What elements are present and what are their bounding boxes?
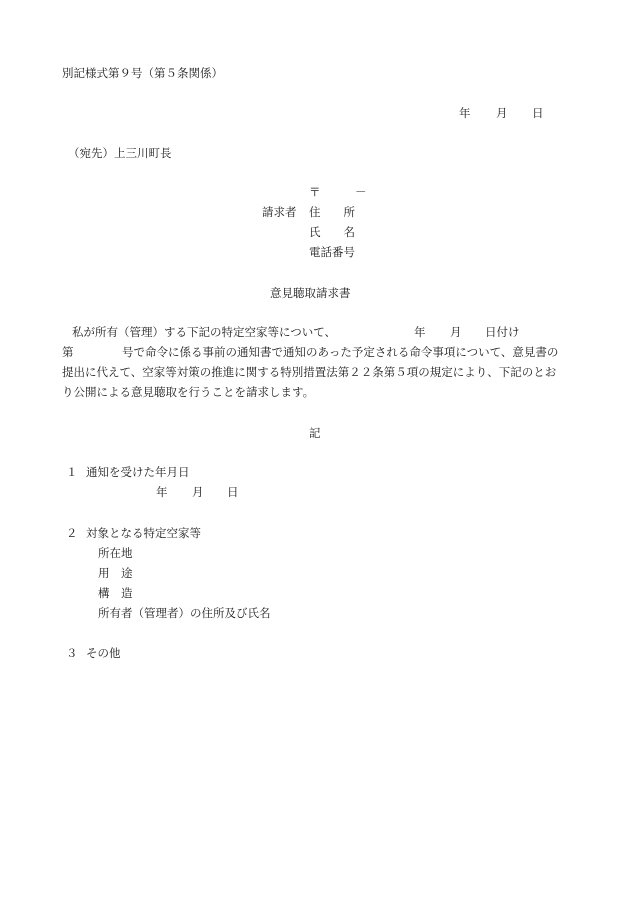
body-paragraph	[62, 325, 559, 407]
phone-label: 電話番号	[309, 245, 355, 259]
address-label: 住 所	[309, 205, 355, 219]
item-1-month: 月	[192, 485, 204, 499]
date-month: 月	[496, 106, 508, 120]
postal-code: 〒 －	[309, 185, 367, 199]
name-label: 氏 名	[309, 225, 355, 239]
body-line-1-month: 月	[450, 325, 462, 339]
body-line-2: 号で命令に係る事前の通知書で通知のあった予定される命令事項について、意見書の	[122, 345, 559, 359]
item-1-number: １	[66, 465, 78, 479]
item-1-day: 日	[227, 485, 239, 499]
date-day: 日	[532, 106, 544, 120]
item-2-use: 用 途	[98, 566, 133, 580]
body-line-3: 提出に代えて、空家等対策の推進に関する特別措置法第２２条第５項の規定により、下記のとお	[62, 365, 557, 379]
body-line-1: 私が所有（管理）する下記の特定空家等について、	[72, 325, 337, 339]
requester-label: 請求者	[262, 205, 297, 219]
item-1-year: 年	[156, 485, 168, 499]
body-line-1-year: 年	[414, 325, 426, 339]
item-3-label: その他	[86, 646, 121, 660]
item-2-location: 所在地	[98, 546, 133, 560]
body-line-4: り公開による意見聴取を行うことを請求します。	[62, 385, 315, 399]
item-2-label: 対象となる特定空家等	[86, 526, 201, 540]
ki-heading: 記	[309, 426, 321, 440]
date-year: 年	[459, 106, 471, 120]
item-2-owner: 所有者（管理者）の住所及び氏名	[98, 606, 271, 620]
item-2-number: ２	[66, 526, 78, 540]
body-line-1-day: 日付け	[485, 325, 520, 339]
body-line-2-prefix: 第	[62, 345, 74, 359]
document-title: 意見聴取請求書	[270, 286, 351, 300]
item-3-number: ３	[66, 646, 78, 660]
addressee: （宛先）上三川町長	[68, 146, 172, 160]
item-2-structure: 構 造	[98, 586, 133, 600]
item-1-label: 通知を受けた年月日	[86, 465, 190, 479]
form-id: 別記様式第９号（第５条関係）	[62, 66, 223, 80]
